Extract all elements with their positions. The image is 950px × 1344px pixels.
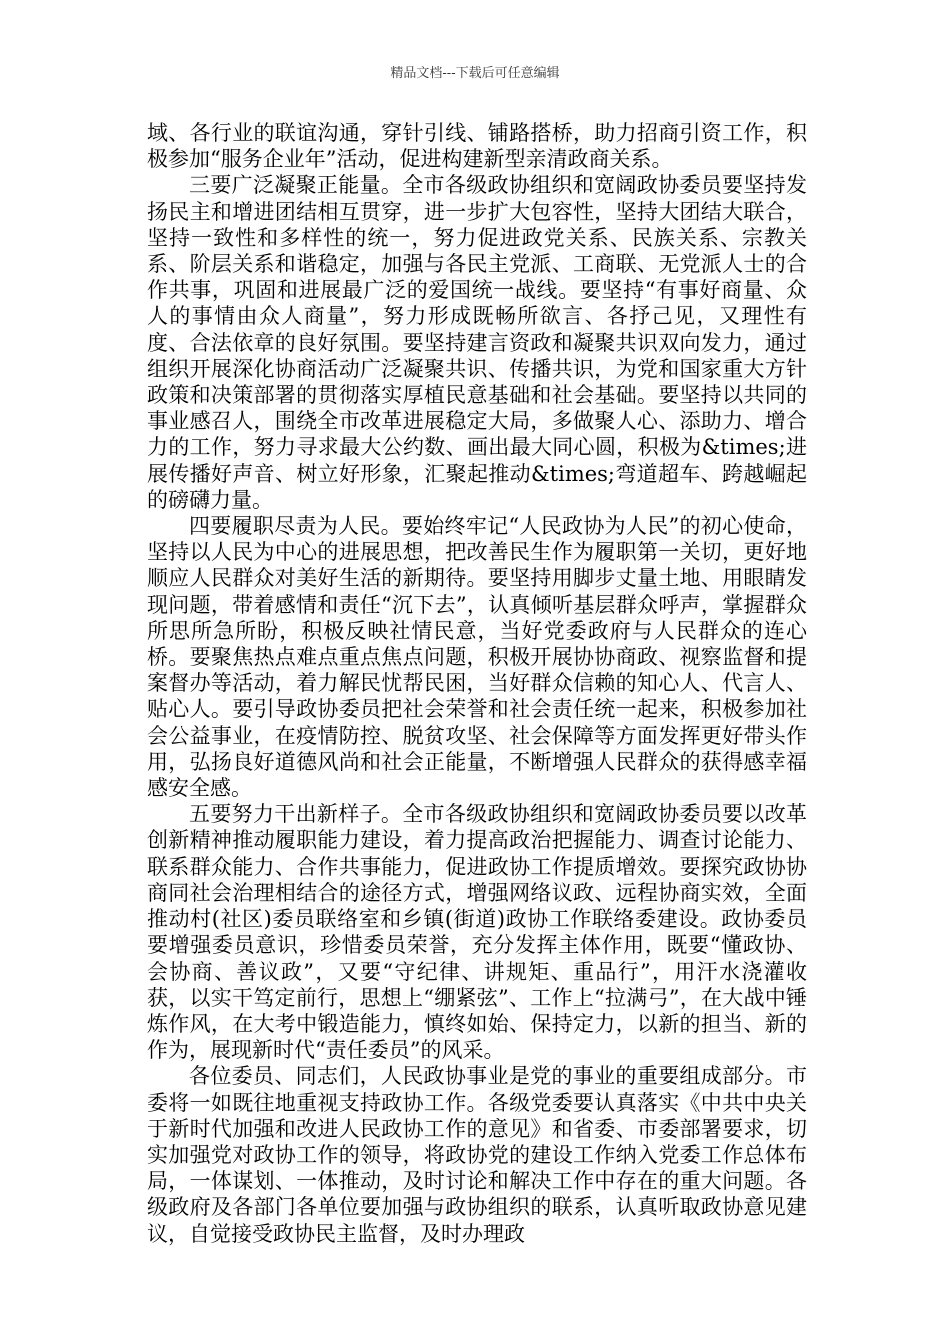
document-body: [147, 120, 807, 1247]
page-header: 精品文档---下载后可任意编辑: [390, 66, 560, 81]
paragraph: 域、各行业的联谊沟通，穿针引线、铺路搭桥，助力招商引资工作，积极参加“服务企业年”活动，促进构建新型亲清政商关系。: [147, 121, 807, 172]
paragraph: 各位委员、同志们，人民政协事业是党的事业的重要组成部分。市委将一如既往地重视支持政协工作。各级党委要认真落实《中共中央关于新时代加强和改进人民政协工作的意见》和省委、市委部署要求，切实加强党对政协工作的领导，将政协党的建设工作纳入党委工作总体布局，一体谋划、一体推动，及时讨论和解决工作中存在的重大问题。各级政府及各部门各单位要加强与政协组织的联系，认真听取政协意见建议，自觉接受政协民主监督，及时办理政: [147, 1064, 807, 1246]
paragraph: 五要努力干出新样子。全市各级政协组织和宽阔政协委员要以改革创新精神推动履职能力建设，着力提高政治把握能力、调查讨论能力、联系群众能力、合作共事能力，促进政协工作提质增效。要探究政协协商同社会治理相结合的途径方式，增强网络议政、远程协商实效，全面推动村(社区)委员联络室和乡镇(街道)政协工作联络委建设。政协委员要增强委员意识，珍惜委员荣誉，充分发挥主体作用，既要“懂政协、会协商、善议政”，又要“守纪律、讲规矩、重品行”，用汗水浇灌收获，以实干笃定前行，思想上“绷紧弦”、工作上“拉满弓”，在大战中锤炼作风，在大考中锻造能力，慎终如始、保持定力，以新的担当、新的作为，展现新时代“责任委员”的风采。: [147, 802, 807, 1063]
paragraph: 三要广泛凝聚正能量。全市各级政协组织和宽阔政协委员要坚持发扬民主和增进团结相互贯穿，进一步扩大包容性，坚持大团结大联合，坚持一致性和多样性的统一，努力促进政党关系、民族关系、宗教关系、阶层关系和谐稳定，加强与各民主党派、工商联、无党派人士的合作共事，巩固和进展最广泛的爱国统一战线。要坚持“有事好商量、众人的事情由众人商量”，努力形成既畅所欲言、各抒己见，又理性有度、合法依章的良好氛围。要坚持建言资政和凝聚共识双向发力，通过组织开展深化协商活动广泛凝聚共识、传播共识，为党和国家重大方针政策和决策部署的贯彻落实厚植民意基础和社会基础。要坚持以共同的事业感召人，围绕全市改革进展稳定大局，多做聚人心、添助力、增合力的工作，努力寻求最大公约数、画出最大同心圆，积极为&times;进展传播好声音、树立好形象，汇聚起推动&times;弯道超车、跨越崛起的磅礴力量。: [147, 173, 807, 512]
paragraph: 四要履职尽责为人民。要始终牢记“人民政协为人民”的初心使命，坚持以人民为中心的进展思想，把改善民生作为履职第一关切，更好地顺应人民群众对美好生活的新期待。要坚持用脚步丈量土地、用眼睛发现问题，带着感情和责任“沉下去”，认真倾听基层群众呼声，掌握群众所思所急所盼，积极反映社情民意，当好党委政府与人民群众的连心桥。要聚焦热点难点重点焦点问题，积极开展协协商政、视察监督和提案督办等活动，着力解民忧帮民困，当好群众信赖的知心人、代言人、贴心人。要引导政协委员把社会荣誉和社会责任统一起来，积极参加社会公益事业，在疫情防控、脱贫攻坚、社会保障等方面发挥更好带头作用，弘扬良好道德风尚和社会正能量，不断增强人民群众的获得感幸福感安全感。: [147, 514, 807, 801]
